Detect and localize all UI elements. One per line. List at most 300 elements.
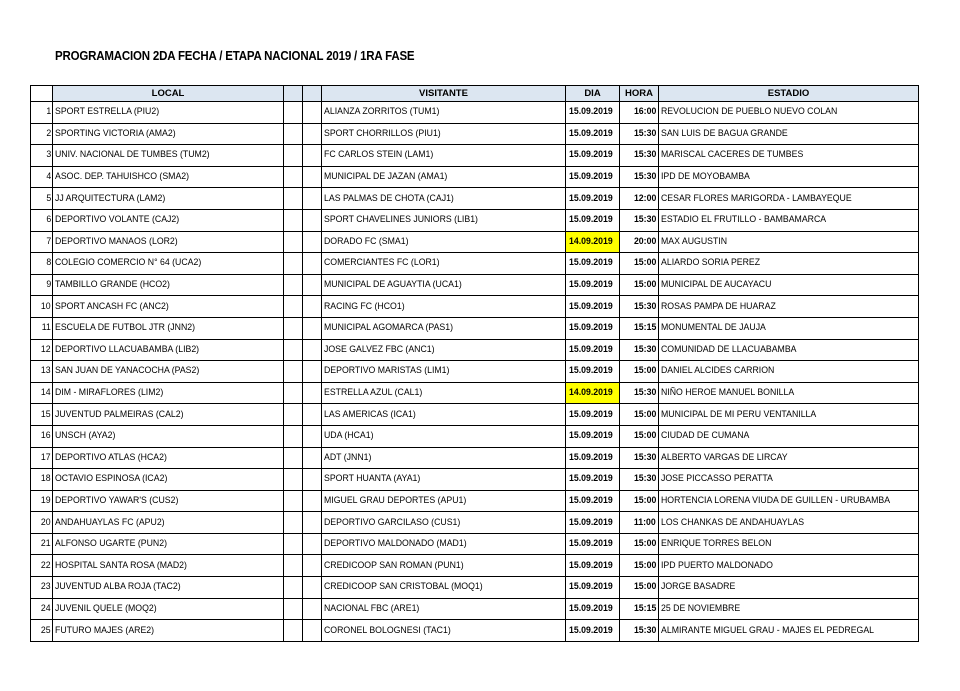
local-team bbox=[53, 209, 284, 231]
visiting-team bbox=[322, 231, 566, 253]
match-time bbox=[620, 145, 659, 167]
visiting-team bbox=[322, 253, 566, 275]
stadium-name-text: JORGE BASADRE bbox=[661, 581, 736, 593]
spacer-cell bbox=[284, 469, 303, 491]
row-number bbox=[31, 317, 53, 339]
local-team bbox=[53, 317, 284, 339]
row-number-text: 23 bbox=[41, 581, 51, 593]
row-number bbox=[31, 469, 53, 491]
local-team bbox=[53, 577, 284, 599]
local-team bbox=[53, 447, 284, 469]
local-team bbox=[53, 620, 284, 642]
row-number-text: 22 bbox=[41, 559, 51, 571]
local-team-text: DIM - MIRAFLORES (LIM2) bbox=[55, 387, 164, 399]
visiting-team bbox=[322, 490, 566, 512]
match-time-text: 12:00 bbox=[633, 192, 656, 204]
local-team bbox=[53, 490, 284, 512]
row-number bbox=[31, 447, 53, 469]
table-row bbox=[31, 188, 919, 210]
match-date-text: 15.09.2019 bbox=[569, 300, 613, 312]
stadium-name bbox=[659, 512, 919, 534]
match-date-text: 15.09.2019 bbox=[569, 149, 613, 161]
spacer-cell bbox=[303, 188, 322, 210]
match-date-text: 15.09.2019 bbox=[569, 494, 613, 506]
stadium-name bbox=[659, 577, 919, 599]
spacer-cell bbox=[284, 296, 303, 318]
spacer-cell bbox=[303, 469, 322, 491]
match-date-text: 15.09.2019 bbox=[569, 430, 613, 442]
table-row bbox=[31, 490, 919, 512]
local-team-text: SPORTING VICTORIA (AMA2) bbox=[55, 127, 176, 139]
match-date-text: 15.09.2019 bbox=[569, 559, 613, 571]
stadium-name-text: 25 DE NOVIEMBRE bbox=[661, 602, 741, 614]
stadium-name bbox=[659, 490, 919, 512]
visiting-team-text: ADT (JNN1) bbox=[324, 451, 372, 463]
row-number bbox=[31, 123, 53, 145]
row-number bbox=[31, 620, 53, 642]
stadium-name-text: ALMIRANTE MIGUEL GRAU - MAJES EL PEDREGAL bbox=[661, 624, 875, 636]
match-time bbox=[620, 102, 659, 124]
spacer-cell bbox=[284, 145, 303, 167]
match-time-text: 15:30 bbox=[633, 300, 656, 312]
stadium-name-text: ALIARDO SORIA PEREZ bbox=[661, 257, 761, 269]
match-date bbox=[566, 404, 620, 426]
match-time bbox=[620, 296, 659, 318]
match-time-text: 15:00 bbox=[633, 581, 656, 593]
spacer-cell bbox=[284, 577, 303, 599]
spacer-cell bbox=[303, 555, 322, 577]
table-row bbox=[31, 533, 919, 555]
spacer-cell bbox=[284, 253, 303, 275]
visiting-team-text: MUNICIPAL DE JAZAN (AMA1) bbox=[324, 171, 448, 183]
spacer-cell bbox=[303, 512, 322, 534]
match-time bbox=[620, 274, 659, 296]
visiting-team bbox=[322, 469, 566, 491]
row-number-text: 9 bbox=[46, 279, 51, 291]
table-row bbox=[31, 209, 919, 231]
visiting-team bbox=[322, 361, 566, 383]
table-row bbox=[31, 620, 919, 642]
spacer-cell bbox=[303, 274, 322, 296]
match-date bbox=[566, 382, 620, 404]
local-team bbox=[53, 533, 284, 555]
schedule-body bbox=[31, 102, 919, 642]
spacer-cell bbox=[284, 166, 303, 188]
visiting-team-text: RACING FC (HCO1) bbox=[324, 300, 405, 312]
match-date bbox=[566, 469, 620, 491]
visiting-team-text: LAS PALMAS DE CHOTA (CAJ1) bbox=[324, 192, 454, 204]
match-time-text: 15:30 bbox=[633, 343, 656, 355]
local-team-text: DEPORTIVO YAWAR'S (CUS2) bbox=[55, 494, 179, 506]
stadium-name bbox=[659, 296, 919, 318]
match-time bbox=[620, 317, 659, 339]
stadium-name-text: IPD DE MOYOBAMBA bbox=[661, 171, 750, 183]
spacer-cell bbox=[284, 447, 303, 469]
match-time-text: 15:30 bbox=[633, 473, 656, 485]
spacer-cell bbox=[303, 361, 322, 383]
spacer-cell bbox=[284, 425, 303, 447]
local-team-text: JUVENIL QUELE (MOQ2) bbox=[55, 602, 157, 614]
table-row bbox=[31, 425, 919, 447]
local-team-text: DEPORTIVO MANAOS (LOR2) bbox=[55, 235, 178, 247]
match-time bbox=[620, 512, 659, 534]
local-team-text: FUTURO MAJES (ARE2) bbox=[55, 624, 155, 636]
match-time bbox=[620, 253, 659, 275]
row-number bbox=[31, 188, 53, 210]
match-time bbox=[620, 425, 659, 447]
visiting-team-text: SPORT CHAVELINES JUNIORS (LIB1) bbox=[324, 214, 478, 226]
header-dia: DIA bbox=[566, 86, 620, 102]
row-number bbox=[31, 382, 53, 404]
match-date-text: 15.09.2019 bbox=[569, 127, 613, 139]
local-team bbox=[53, 166, 284, 188]
header-estadio: ESTADIO bbox=[659, 86, 919, 102]
local-team bbox=[53, 145, 284, 167]
local-team-text: DEPORTIVO VOLANTE (CAJ2) bbox=[55, 214, 180, 226]
match-time-text: 15:00 bbox=[633, 365, 656, 377]
table-row bbox=[31, 577, 919, 599]
local-team bbox=[53, 123, 284, 145]
local-team-text: OCTAVIO ESPINOSA (ICA2) bbox=[55, 473, 168, 485]
table-row bbox=[31, 598, 919, 620]
visiting-team-text: DEPORTIVO GARCILASO (CUS1) bbox=[324, 516, 461, 528]
row-number-text: 13 bbox=[41, 365, 51, 377]
match-date bbox=[566, 166, 620, 188]
match-time-text: 15:30 bbox=[633, 214, 656, 226]
spacer-cell bbox=[303, 490, 322, 512]
stadium-name-text: MUNICIPAL DE MI PERU VENTANILLA bbox=[661, 408, 817, 420]
table-row bbox=[31, 166, 919, 188]
spacer-cell bbox=[303, 425, 322, 447]
row-number-text: 25 bbox=[41, 624, 51, 636]
match-date-text: 15.09.2019 bbox=[569, 624, 613, 636]
stadium-name-text: IPD PUERTO MALDONADO bbox=[661, 559, 773, 571]
match-time-text: 15:30 bbox=[633, 127, 656, 139]
table-row bbox=[31, 512, 919, 534]
match-date bbox=[566, 209, 620, 231]
spacer-cell bbox=[303, 296, 322, 318]
stadium-name-text: ESTADIO EL FRUTILLO - BAMBAMARCA bbox=[661, 214, 827, 226]
row-number bbox=[31, 490, 53, 512]
stadium-name bbox=[659, 425, 919, 447]
row-number-text: 7 bbox=[46, 235, 51, 247]
stadium-name bbox=[659, 339, 919, 361]
visiting-team-text: LAS AMERICAS (ICA1) bbox=[324, 408, 416, 420]
local-team-text: JJ ARQUITECTURA (LAM2) bbox=[55, 192, 166, 204]
table-row bbox=[31, 404, 919, 426]
spacer-cell bbox=[303, 447, 322, 469]
match-date-text: 14.09.2019 bbox=[569, 235, 613, 247]
match-date-text: 15.09.2019 bbox=[569, 257, 613, 269]
table-row bbox=[31, 469, 919, 491]
spacer-cell bbox=[303, 123, 322, 145]
row-number-text: 21 bbox=[41, 538, 51, 550]
match-date bbox=[566, 620, 620, 642]
row-number bbox=[31, 145, 53, 167]
match-time-text: 15:00 bbox=[633, 279, 656, 291]
header-visitante: VISITANTE bbox=[322, 86, 566, 102]
visiting-team-text: CREDICOOP SAN CRISTOBAL (MOQ1) bbox=[324, 581, 483, 593]
stadium-name bbox=[659, 209, 919, 231]
spacer-cell bbox=[303, 339, 322, 361]
match-date bbox=[566, 577, 620, 599]
visiting-team-text: DEPORTIVO MALDONADO (MAD1) bbox=[324, 538, 467, 550]
stadium-name-text: LOS CHANKAS DE ANDAHUAYLAS bbox=[661, 516, 805, 528]
match-time-text: 15:30 bbox=[633, 387, 656, 399]
visiting-team-text: JOSE GALVEZ FBC (ANC1) bbox=[324, 343, 435, 355]
stadium-name-text: MUNICIPAL DE AUCAYACU bbox=[661, 279, 772, 291]
spacer-cell bbox=[284, 188, 303, 210]
row-number-text: 19 bbox=[41, 494, 51, 506]
row-number bbox=[31, 296, 53, 318]
spacer-cell bbox=[284, 361, 303, 383]
stadium-name-text: DANIEL ALCIDES CARRION bbox=[661, 365, 775, 377]
row-number-text: 1 bbox=[46, 106, 51, 118]
row-number bbox=[31, 577, 53, 599]
match-date bbox=[566, 253, 620, 275]
match-time bbox=[620, 533, 659, 555]
stadium-name-text: MAX AUGUSTIN bbox=[661, 235, 728, 247]
stadium-name bbox=[659, 317, 919, 339]
match-date bbox=[566, 425, 620, 447]
local-team bbox=[53, 512, 284, 534]
local-team-text: DEPORTIVO LLACUABAMBA (LIB2) bbox=[55, 343, 200, 355]
visiting-team bbox=[322, 188, 566, 210]
match-time-text: 15:00 bbox=[633, 559, 656, 571]
stadium-name bbox=[659, 166, 919, 188]
spacer-cell bbox=[303, 253, 322, 275]
match-time-text: 15:15 bbox=[633, 322, 656, 334]
match-date bbox=[566, 102, 620, 124]
stadium-name bbox=[659, 188, 919, 210]
row-number-text: 10 bbox=[41, 300, 51, 312]
table-row bbox=[31, 123, 919, 145]
visiting-team-text: MUNICIPAL DE AGUAYTIA (UCA1) bbox=[324, 279, 462, 291]
visiting-team bbox=[322, 123, 566, 145]
spacer-cell bbox=[284, 209, 303, 231]
local-team bbox=[53, 425, 284, 447]
row-number-text: 17 bbox=[41, 451, 51, 463]
local-team-text: ANDAHUAYLAS FC (APU2) bbox=[55, 516, 165, 528]
match-date-text: 14.09.2019 bbox=[569, 387, 613, 399]
match-date-text: 15.09.2019 bbox=[569, 343, 613, 355]
stadium-name-text: NIÑO HEROE MANUEL BONILLA bbox=[661, 387, 795, 399]
spacer-cell bbox=[303, 620, 322, 642]
table-row bbox=[31, 382, 919, 404]
row-number-text: 24 bbox=[41, 602, 51, 614]
spacer-cell bbox=[303, 598, 322, 620]
spacer-cell bbox=[284, 274, 303, 296]
match-date-text: 15.09.2019 bbox=[569, 602, 613, 614]
match-date bbox=[566, 123, 620, 145]
local-team bbox=[53, 382, 284, 404]
row-number bbox=[31, 274, 53, 296]
spacer-cell bbox=[284, 512, 303, 534]
local-team-text: UNSCH (AYA2) bbox=[55, 430, 116, 442]
spacer-cell bbox=[284, 123, 303, 145]
stadium-name bbox=[659, 382, 919, 404]
match-time bbox=[620, 382, 659, 404]
row-number bbox=[31, 425, 53, 447]
visiting-team-text: DEPORTIVO MARISTAS (LIM1) bbox=[324, 365, 450, 377]
match-time bbox=[620, 404, 659, 426]
match-date bbox=[566, 555, 620, 577]
local-team bbox=[53, 339, 284, 361]
match-time-text: 11:00 bbox=[634, 516, 656, 528]
match-date-text: 15.09.2019 bbox=[569, 473, 613, 485]
document-title: PROGRAMACION 2DA FECHA / ETAPA NACIONAL 2019 / 1RA FASE bbox=[55, 49, 415, 63]
table-row bbox=[31, 145, 919, 167]
local-team-text: JUVENTUD ALBA ROJA (TAC2) bbox=[55, 581, 181, 593]
stadium-name-text: COMUNIDAD DE LLACUABAMBA bbox=[661, 343, 797, 355]
spacer-cell bbox=[284, 490, 303, 512]
header-spacer bbox=[303, 86, 322, 102]
match-time-text: 15:00 bbox=[633, 257, 656, 269]
stadium-name-text: ROSAS PAMPA DE HUARAZ bbox=[661, 300, 776, 312]
match-date bbox=[566, 317, 620, 339]
visiting-team-text: SPORT CHORRILLOS (PIU1) bbox=[324, 127, 441, 139]
visiting-team-text: ESTRELLA AZUL (CAL1) bbox=[324, 387, 423, 399]
stadium-name bbox=[659, 404, 919, 426]
local-team-text: SAN JUAN DE YANACOCHA (PAS2) bbox=[55, 365, 200, 377]
match-time bbox=[620, 123, 659, 145]
visiting-team bbox=[322, 425, 566, 447]
local-team-text: ASOC. DEP. TAHUISHCO (SMA2) bbox=[55, 171, 190, 183]
match-time-text: 15:00 bbox=[633, 408, 656, 420]
stadium-name bbox=[659, 533, 919, 555]
visiting-team bbox=[322, 317, 566, 339]
header-blank bbox=[31, 86, 53, 102]
table-row bbox=[31, 102, 919, 124]
visiting-team bbox=[322, 209, 566, 231]
match-date bbox=[566, 274, 620, 296]
match-date bbox=[566, 231, 620, 253]
row-number bbox=[31, 512, 53, 534]
match-date-text: 15.09.2019 bbox=[569, 192, 613, 204]
stadium-name-text: JOSE PICCASSO PERATTA bbox=[661, 473, 773, 485]
local-team-text: SPORT ANCASH FC (ANC2) bbox=[55, 300, 169, 312]
visiting-team-text: CREDICOOP SAN ROMAN (PUN1) bbox=[324, 559, 464, 571]
spacer-cell bbox=[284, 533, 303, 555]
match-date-text: 15.09.2019 bbox=[569, 365, 613, 377]
match-date bbox=[566, 533, 620, 555]
match-date-text: 15.09.2019 bbox=[569, 516, 613, 528]
match-date-text: 15.09.2019 bbox=[569, 279, 613, 291]
row-number bbox=[31, 555, 53, 577]
match-time-text: 15:30 bbox=[633, 149, 656, 161]
match-date bbox=[566, 512, 620, 534]
visiting-team bbox=[322, 447, 566, 469]
row-number-text: 14 bbox=[41, 387, 51, 399]
row-number bbox=[31, 339, 53, 361]
row-number bbox=[31, 231, 53, 253]
row-number-text: 2 bbox=[46, 127, 51, 139]
stadium-name bbox=[659, 231, 919, 253]
visiting-team bbox=[322, 598, 566, 620]
row-number-text: 4 bbox=[46, 171, 51, 183]
row-number bbox=[31, 102, 53, 124]
local-team bbox=[53, 231, 284, 253]
header-local: LOCAL bbox=[53, 86, 284, 102]
match-time-text: 15:00 bbox=[633, 538, 656, 550]
header-row bbox=[31, 86, 919, 102]
visiting-team bbox=[322, 339, 566, 361]
local-team bbox=[53, 296, 284, 318]
row-number-text: 6 bbox=[46, 214, 51, 226]
spacer-cell bbox=[303, 382, 322, 404]
stadium-name bbox=[659, 447, 919, 469]
match-date-text: 15.09.2019 bbox=[569, 451, 613, 463]
row-number bbox=[31, 209, 53, 231]
match-time bbox=[620, 469, 659, 491]
match-date bbox=[566, 296, 620, 318]
row-number bbox=[31, 166, 53, 188]
spacer-cell bbox=[303, 102, 322, 124]
spacer-cell bbox=[284, 555, 303, 577]
spacer-cell bbox=[284, 598, 303, 620]
match-time bbox=[620, 209, 659, 231]
visiting-team bbox=[322, 620, 566, 642]
match-date bbox=[566, 339, 620, 361]
row-number bbox=[31, 253, 53, 275]
spacer-cell bbox=[303, 166, 322, 188]
table-row bbox=[31, 231, 919, 253]
row-number-text: 5 bbox=[46, 192, 51, 204]
row-number-text: 11 bbox=[41, 322, 51, 334]
row-number-text: 18 bbox=[41, 473, 51, 485]
spacer-cell bbox=[284, 231, 303, 253]
spacer-cell bbox=[303, 145, 322, 167]
row-number bbox=[31, 361, 53, 383]
visiting-team-text: MIGUEL GRAU DEPORTES (APU1) bbox=[324, 494, 467, 506]
visiting-team-text: COMERCIANTES FC (LOR1) bbox=[324, 257, 440, 269]
row-number-text: 12 bbox=[41, 343, 51, 355]
visiting-team-text: NACIONAL FBC (ARE1) bbox=[324, 602, 420, 614]
match-date bbox=[566, 145, 620, 167]
spacer-cell bbox=[284, 317, 303, 339]
spacer-cell bbox=[284, 102, 303, 124]
stadium-name-text: CIUDAD DE CUMANA bbox=[661, 430, 750, 442]
visiting-team-text: FC CARLOS STEIN (LAM1) bbox=[324, 149, 434, 161]
match-time bbox=[620, 166, 659, 188]
stadium-name-text: MARISCAL CACERES DE TUMBES bbox=[661, 149, 804, 161]
table-row bbox=[31, 296, 919, 318]
match-time bbox=[620, 339, 659, 361]
visiting-team bbox=[322, 296, 566, 318]
local-team-text: COLEGIO COMERCIO N° 64 (UCA2) bbox=[55, 257, 202, 269]
match-time-text: 20:00 bbox=[633, 235, 656, 247]
match-date-text: 15.09.2019 bbox=[569, 106, 613, 118]
local-team-text: DEPORTIVO ATLAS (HCA2) bbox=[55, 451, 167, 463]
visiting-team bbox=[322, 404, 566, 426]
visiting-team bbox=[322, 166, 566, 188]
stadium-name-text: SAN LUIS DE BAGUA GRANDE bbox=[661, 127, 788, 139]
table-row bbox=[31, 555, 919, 577]
visiting-team bbox=[322, 145, 566, 167]
match-date bbox=[566, 447, 620, 469]
match-time-text: 15:15 bbox=[633, 602, 656, 614]
local-team-text: JUVENTUD PALMEIRAS (CAL2) bbox=[55, 408, 184, 420]
visiting-team bbox=[322, 274, 566, 296]
match-date-text: 15.09.2019 bbox=[569, 322, 613, 334]
match-time bbox=[620, 598, 659, 620]
table-row bbox=[31, 361, 919, 383]
stadium-name-text: CESAR FLORES MARIGORDA - LAMBAYEQUE bbox=[661, 192, 852, 204]
row-number-text: 3 bbox=[46, 149, 51, 161]
stadium-name-text: ALBERTO VARGAS DE LIRCAY bbox=[661, 451, 788, 463]
match-date bbox=[566, 188, 620, 210]
match-date-text: 15.09.2019 bbox=[569, 581, 613, 593]
